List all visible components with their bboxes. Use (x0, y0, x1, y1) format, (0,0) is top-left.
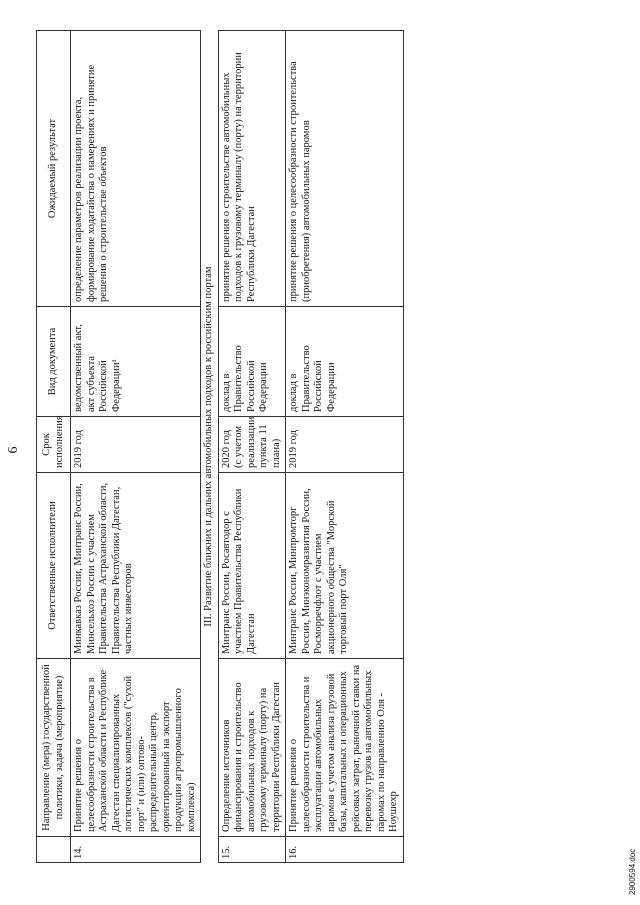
cell-direction: Принятие решения о целесообразности строительства и эксплуатации автомобильных паромов с учетом анализа грузовой базы, капитальных и операционных рейсовых затрат, рыночной ставки на перевозку грузов на автомобильных паромах по направлению Оля - Ноушехр (286, 659, 404, 837)
cell-result: принятие решения о целесообразности строительства (приобретения) автомобильных паромов (286, 31, 404, 307)
cell-doc-type: доклад в Правительство Российской Федерации (286, 307, 404, 417)
table-row (71, 31, 201, 863)
table-row (218, 31, 286, 863)
table-body (71, 31, 404, 863)
section-title: III. Развитие ближних и дальних автомобильных подходов к российским портам (201, 31, 219, 863)
cell-result: определение параметров реализации проекта, формирование ходатайства о намерениях и принятие решения о строительстве объектов (71, 31, 201, 307)
header-result: Ожидаемый результат (37, 31, 71, 307)
cell-term: 2019 год (286, 417, 404, 473)
footer-doc-code: 2900594.doc (628, 848, 637, 895)
header-direction: Направление (мера) государственной политики, задача (мероприятие) (37, 659, 71, 837)
cell-num: 14. (71, 837, 201, 863)
cell-doc-type: ведомственный акт, акт субъекта Российской Федерации¹ (71, 307, 201, 417)
header-term: Срок исполнения (37, 417, 71, 473)
table-row (286, 31, 404, 863)
header-responsible: Ответственные исполнители (37, 473, 71, 659)
cell-result: принятие решения о строительстве автомобильных подходов к грузовому терминалу (порту) на территории Республики Дагестан (218, 31, 286, 307)
cell-num: 15. (218, 837, 286, 863)
cell-doc-type: доклад в Правительство Российской Федерации (218, 307, 286, 417)
header-doc-type: Вид документа (37, 307, 71, 417)
action-plan-table (36, 30, 404, 863)
cell-term: 2020 год (с учетом реализации пункта 11 плана) (218, 417, 286, 473)
cell-term: 2019 год (71, 417, 201, 473)
cell-direction: Определение источников финансирования и строительство автомобильных подходов к грузовому терминалу (порту) на территории Республики Дагестан (218, 659, 286, 837)
section-row (201, 31, 219, 863)
header-num (37, 837, 71, 863)
cell-responsible: Минкавказ России, Минтранс России, Минсельхоз России с участием Правительства Астраханской области, Правительства Республики Дагестан, частных инвесторов (71, 473, 201, 659)
cell-responsible: Минтранс России, Росавтодор с участием Правительства Республики Дагестан (218, 473, 286, 659)
cell-direction: Принятие решения о целесообразности строительства в Астраханской области и Республике Дагестан специализированных логистических комплексов ("сухой порт" и (или) оптово-распределительный центр, ориентированный на экспорт продукции агропромышленного комплекса) (71, 659, 201, 837)
table-header-row (37, 31, 71, 863)
page-number: 6 (6, 446, 21, 454)
cell-num: 16. (286, 837, 404, 863)
cell-responsible: Минтранс России, Минпромторг России, Минэкономразвития России, Росморречфлот с участием акционерного общества "Морской торговый порт Оля" (286, 473, 404, 659)
